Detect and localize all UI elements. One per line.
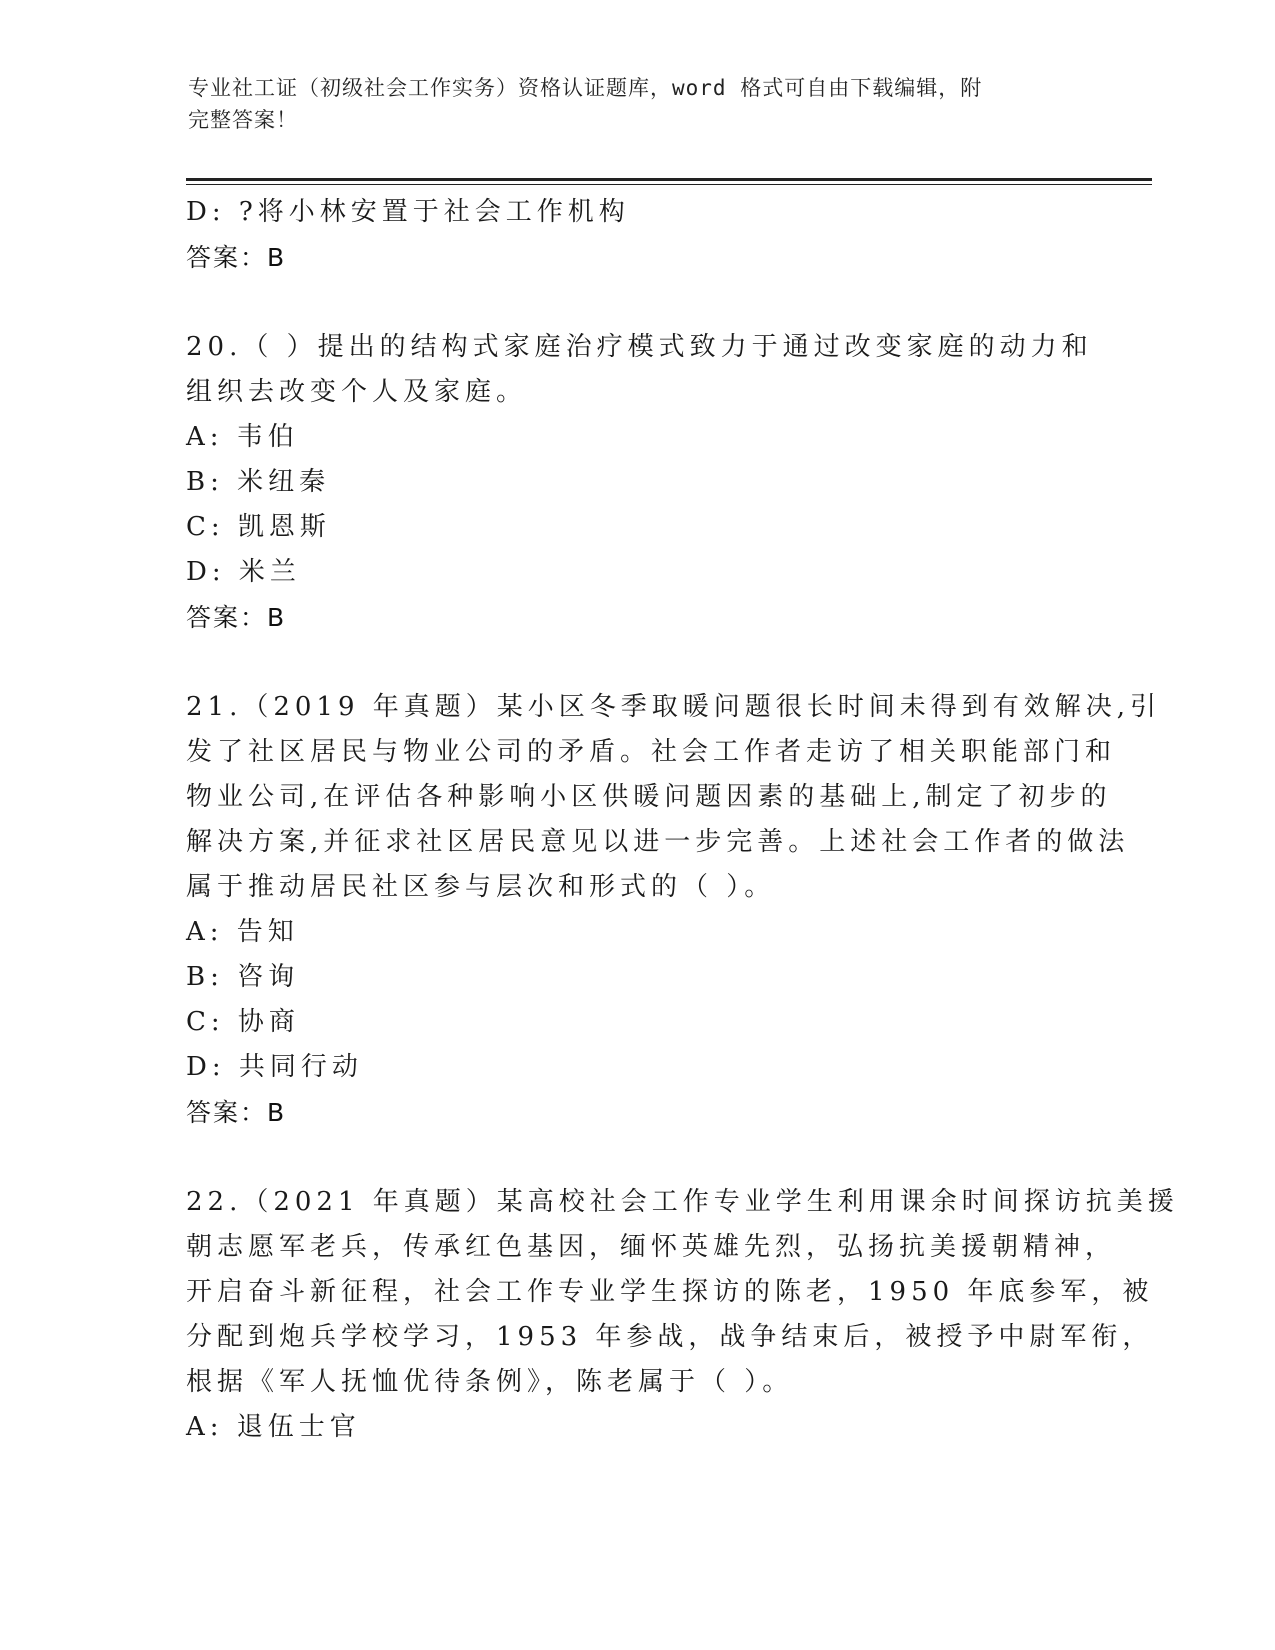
q22-stem-line: 分配到炮兵学校学习，1953 年参战，战争结束后，被授予中尉军衔， <box>186 1322 1154 1352</box>
question-22 <box>186 1180 1179 1450</box>
q21-option-c: C: 协商 <box>186 1007 300 1037</box>
header-rule-thick <box>186 178 1152 181</box>
q22-stem-line: 22.（2021 年真题）某高校社会工作专业学生利用课余时间探访抗美援 <box>186 1187 1179 1217</box>
q21-option-d: D: 共同行动 <box>186 1052 363 1082</box>
q20-stem-line: 组织去改变个人及家庭。 <box>186 377 528 407</box>
q20-option-a: A: 韦伯 <box>186 422 299 452</box>
header-rule-thin <box>186 184 1152 185</box>
q21-stem-line: 物业公司,在评估各种影响小区供暖问题因素的基础上,制定了初步的 <box>186 782 1112 812</box>
q22-option-a: A: 退伍士官 <box>186 1412 361 1442</box>
q20-option-c: C: 凯恩斯 <box>186 512 331 542</box>
question-content <box>186 190 1179 1450</box>
spacer <box>186 1135 1086 1180</box>
header-line-1: 专业社工证（初级社会工作实务）资格认证题库，word 格式可自由下载编辑，附 <box>188 76 983 100</box>
q21-option-b: B: 咨询 <box>186 962 300 992</box>
q21-option-a: A: 告知 <box>186 917 299 947</box>
q22-stem-line: 开启奋斗新征程，社会工作专业学生探访的陈老，1950 年底参军，被 <box>186 1277 1154 1307</box>
spacer <box>186 280 1086 325</box>
q20-option-d: D: 米兰 <box>186 557 301 587</box>
q22-stem-line: 根据《军人抚恤优待条例》，陈老属于（ ）。 <box>186 1367 794 1397</box>
header-line-2: 完整答案！ <box>188 108 298 132</box>
prev-answer: 答案：B <box>186 243 287 272</box>
spacer <box>186 640 1086 685</box>
q22-stem-line: 朝志愿军老兵，传承红色基因，缅怀英雄先烈，弘扬抗美援朝精神， <box>186 1232 1117 1262</box>
page-header <box>188 72 1078 136</box>
q21-stem-line: 解决方案,并征求社区居民意见以进一步完善。上述社会工作者的做法 <box>186 827 1130 857</box>
prev-option-d: D: ?将小林安置于社会工作机构 <box>186 197 630 227</box>
q20-option-b: B: 米纽秦 <box>186 467 331 497</box>
q20-answer: 答案：B <box>186 603 287 632</box>
q21-stem-line: 发了社区居民与物业公司的矛盾。社会工作者走访了相关职能部门和 <box>186 737 1117 767</box>
q21-stem-line: 21.（2019 年真题）某小区冬季取暖问题很长时间未得到有效解决,引 <box>186 692 1162 722</box>
q21-answer: 答案：B <box>186 1098 287 1127</box>
q21-stem-line: 属于推动居民社区参与层次和形式的（ ）。 <box>186 872 776 902</box>
question-20 <box>186 325 1093 640</box>
q20-stem-line: 20.（ ）提出的结构式家庭治疗模式致力于通过改变家庭的动力和 <box>186 332 1093 362</box>
question-21 <box>186 685 1162 1135</box>
